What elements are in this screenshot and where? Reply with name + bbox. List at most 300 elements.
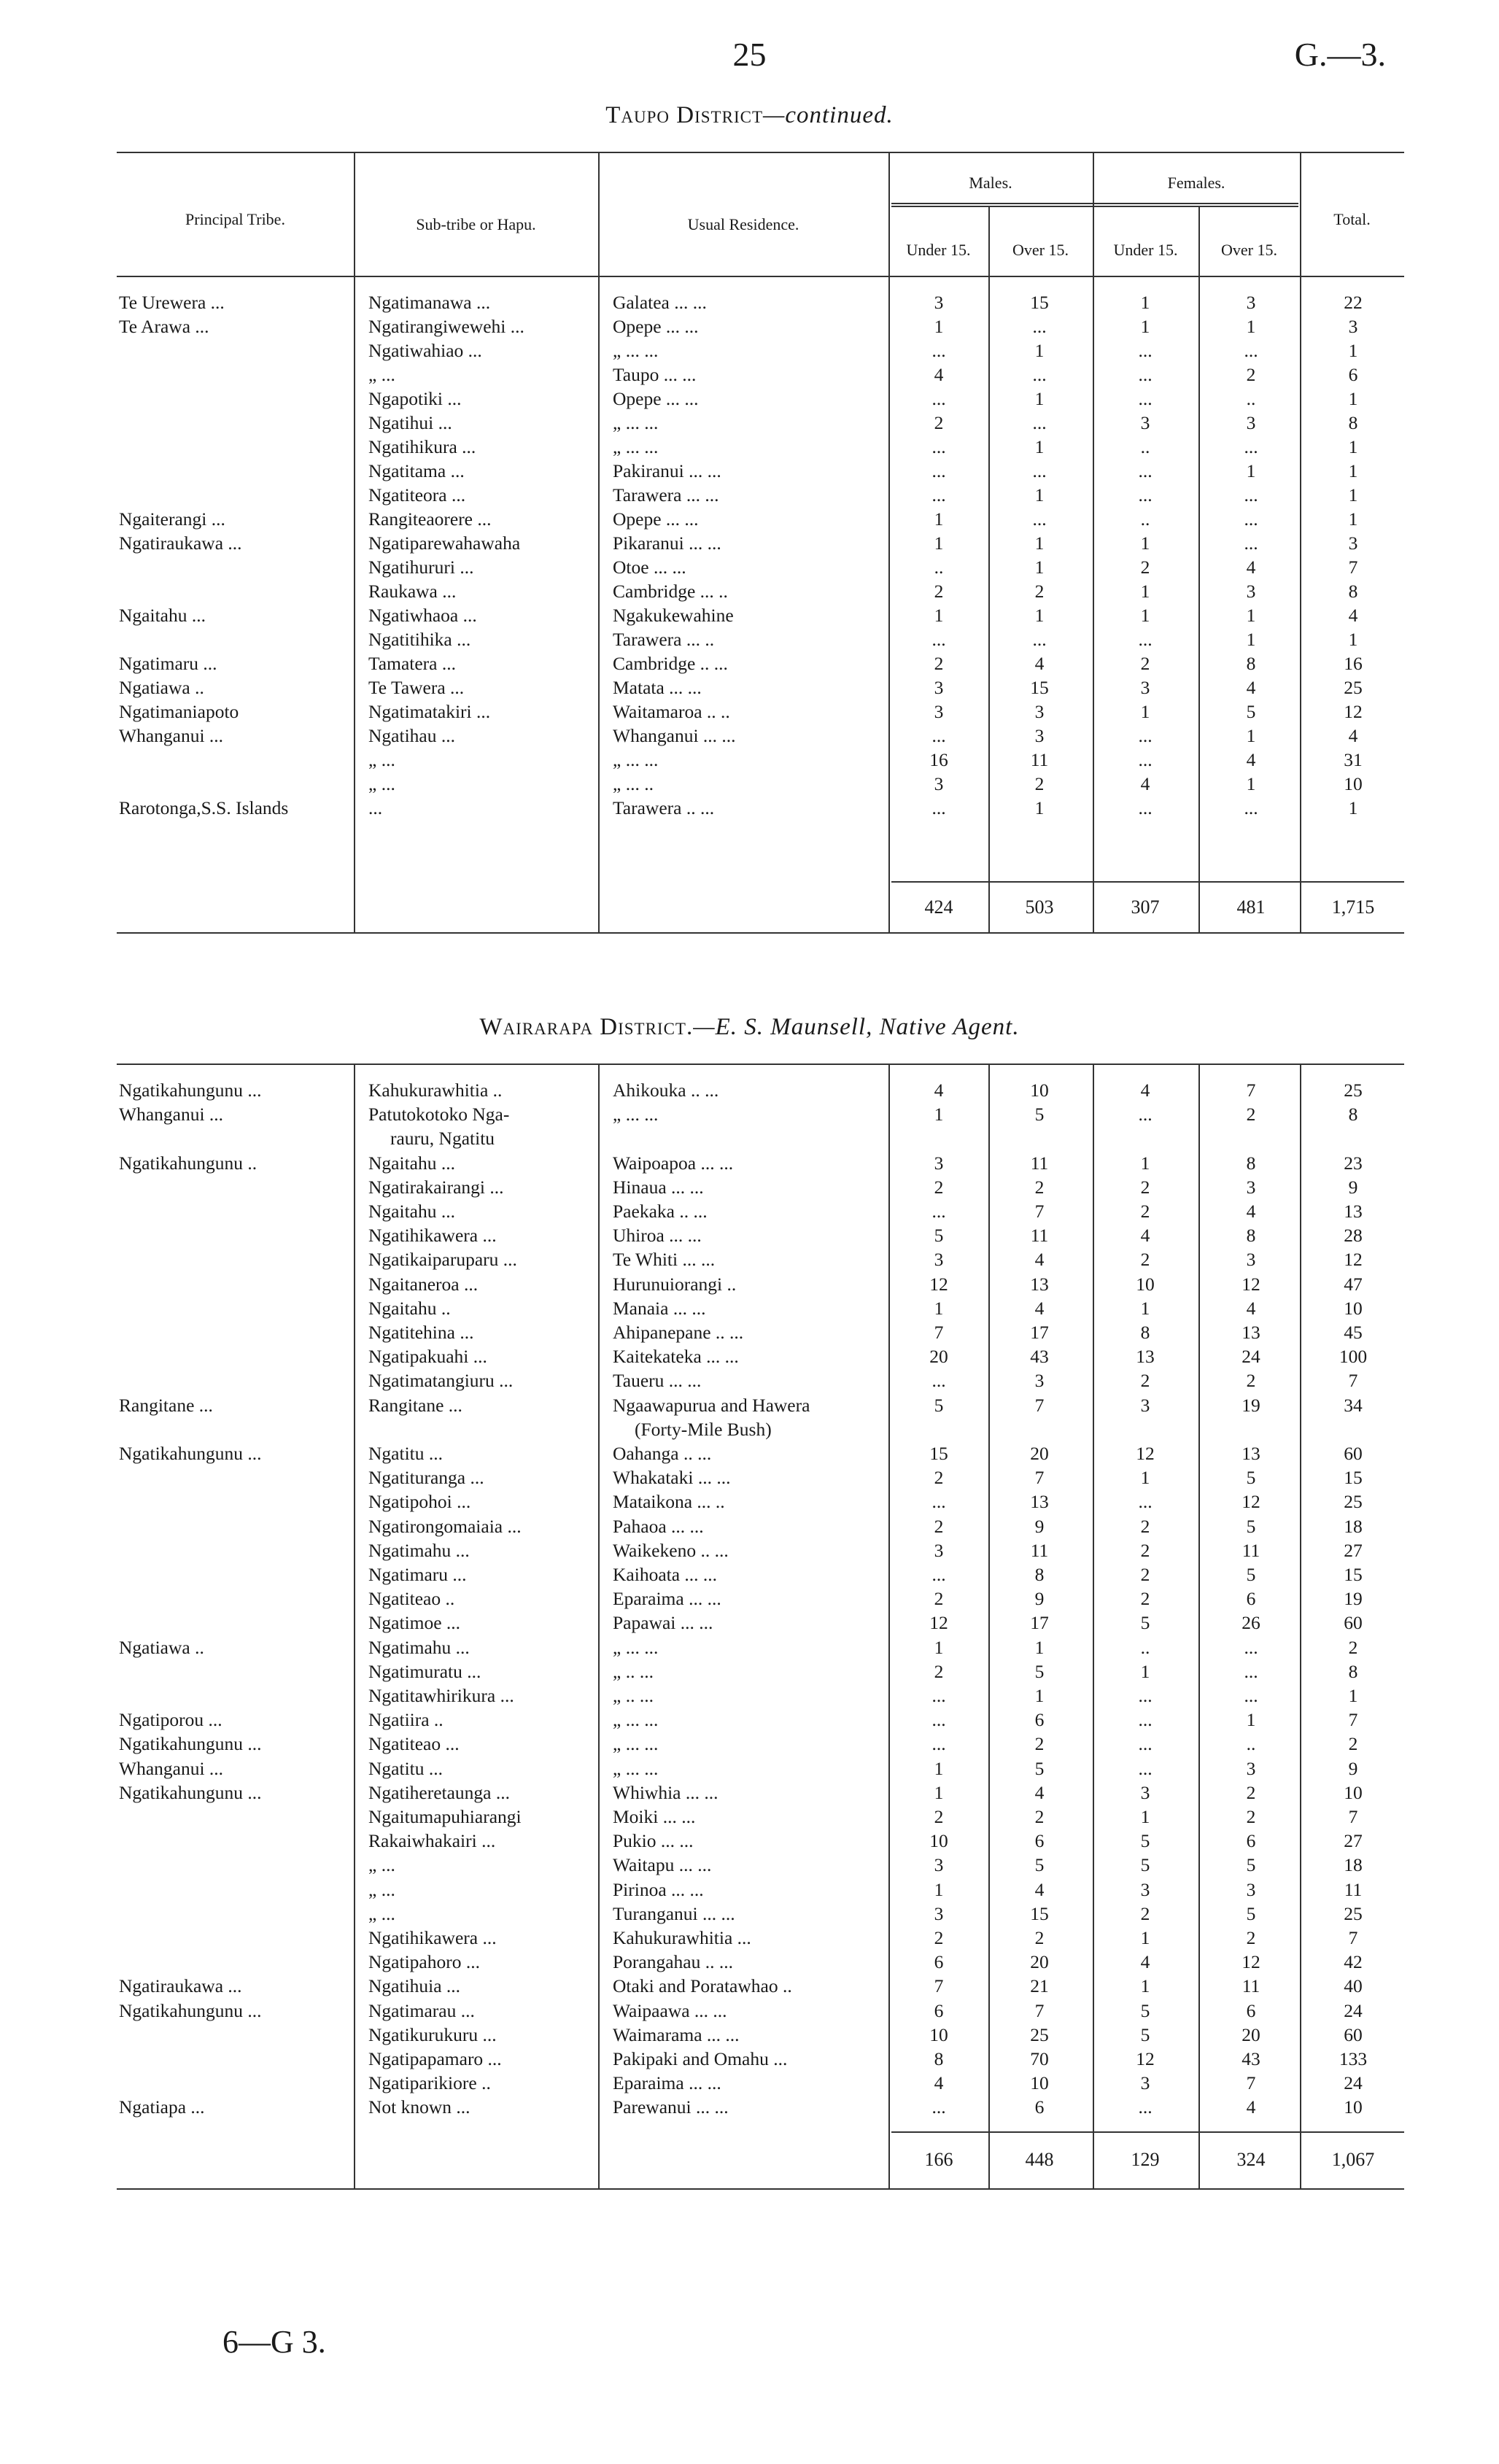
cell-total: 34: [1344, 1394, 1363, 1416]
cell-males-over15: 15: [1030, 292, 1049, 313]
wairarapa-table-row: [0, 1878, 1499, 1902]
cell-males-over15: 20: [1030, 1443, 1049, 1464]
cell-sub-tribe: Ngatihikawera ...: [368, 1927, 497, 1948]
cell-males-over15: 9: [1034, 1588, 1045, 1610]
cell-males-over15: 4: [1034, 1249, 1045, 1271]
cell-sub-tribe: Ngatitu ...: [368, 1443, 443, 1464]
cell-residence: Opepe ... ...: [613, 508, 699, 530]
cell-sub-tribe: „ ...: [368, 749, 395, 770]
cell-females-over15: ...: [1244, 1685, 1258, 1706]
wairarapa-total-females-over15: 324: [1236, 2149, 1266, 2170]
cell-females-over15: 12: [1242, 1951, 1260, 1973]
taupo-table-row: [0, 724, 1499, 748]
cell-males-under15: 2: [934, 1176, 944, 1198]
cell-sub-tribe: Ngatiparikiore ..: [368, 2072, 491, 2094]
cell-sub-tribe: Ngatiwhaoa ...: [368, 605, 477, 626]
cell-residence: Ngaawapurua and Hawera: [613, 1394, 810, 1416]
cell-females-over15: 4: [1246, 2096, 1256, 2118]
cell-males-over15: 11: [1030, 1539, 1049, 1561]
cell-total: 40: [1344, 1975, 1363, 1997]
cell-residence: Kahukurawhitia ...: [613, 1927, 751, 1948]
cell-residence: Pukio ... ...: [613, 1830, 694, 1852]
cell-females-over15: 4: [1246, 1297, 1256, 1319]
cell-residence: Whakataki ... ...: [613, 1467, 731, 1489]
cell-total: 7: [1348, 557, 1358, 578]
cell-sub-tribe: Te Tawera ...: [368, 677, 465, 698]
taupo-table-row: [0, 507, 1499, 531]
cell-females-over15: 3: [1246, 292, 1256, 313]
cell-sub-tribe: Ngatirongomaiaia ...: [368, 1515, 522, 1537]
cell-females-under15: 2: [1140, 653, 1150, 674]
cell-sub-tribe: Rangitane ...: [368, 1394, 462, 1416]
cell-tribe: Whanganui ...: [119, 725, 224, 746]
cell-females-over15: 5: [1246, 1564, 1256, 1585]
cell-females-over15: 5: [1246, 1902, 1256, 1924]
cell-females-under15: 3: [1140, 677, 1150, 698]
taupo-total-males-under15: 424: [924, 896, 953, 918]
cell-males-over15: 5: [1034, 1757, 1045, 1779]
taupo-table-row: [0, 748, 1499, 772]
cell-total: 25: [1344, 1491, 1363, 1513]
cell-tribe: Ngatikahungunu ...: [119, 1781, 262, 1803]
cell-total: 4: [1348, 725, 1358, 746]
cell-females-under15: ..: [1140, 508, 1150, 530]
cell-males-under15: 2: [934, 1515, 944, 1537]
cell-females-over15: 3: [1246, 412, 1256, 433]
cell-residence: Otaki and Poratawhao ..: [613, 1975, 792, 1997]
cell-sub-tribe: Ngatimuratu ...: [368, 1660, 481, 1682]
cell-total: 11: [1344, 1878, 1363, 1900]
cell-sub-tribe: Ngatimaru ...: [368, 1564, 467, 1585]
taupo-table-row: [0, 459, 1499, 483]
cell-males-under15: 3: [934, 1902, 944, 1924]
cell-females-under15: 1: [1140, 1467, 1150, 1489]
taupo-table-row: [0, 579, 1499, 603]
cell-males-under15: ...: [931, 1491, 946, 1513]
cell-sub-tribe: Ngatimanawa ...: [368, 292, 491, 313]
cell-total: 25: [1344, 1902, 1363, 1924]
cell-males-under15: ...: [931, 797, 946, 818]
cell-females-under15: 4: [1140, 1225, 1150, 1247]
cell-males-over15: 2: [1034, 1733, 1045, 1755]
cell-tribe: Ngatikahungunu ...: [119, 1999, 262, 2021]
cell-residence: Cambridge ... ..: [613, 581, 728, 602]
cell-tribe: Whanganui ...: [119, 1104, 224, 1126]
cell-females-over15: ...: [1244, 484, 1258, 505]
cell-total: 10: [1344, 2096, 1363, 2118]
cell-females-under15: 2: [1140, 1515, 1150, 1537]
cell-tribe: Ngaitahu ...: [119, 605, 206, 626]
cell-sub-tribe: Ngatirakairangi ...: [368, 1176, 504, 1198]
cell-sub-tribe: Ngatirangiwewehi ...: [368, 316, 524, 337]
cell-total: 1: [1348, 797, 1358, 818]
cell-residence: „ ... ...: [613, 1757, 659, 1779]
cell-sub-tribe: Ngapotiki ...: [368, 388, 462, 409]
header-females-over15: Over 15.: [1221, 241, 1277, 259]
cell-females-over15: 43: [1242, 2048, 1260, 2069]
cell-females-under15: ...: [1138, 1757, 1153, 1779]
cell-sub-tribe: Ngatimatakiri ...: [368, 701, 491, 722]
cell-residence: „ ... ...: [613, 1709, 659, 1731]
cell-males-over15: 10: [1030, 1080, 1049, 1101]
cell-total: 60: [1344, 2023, 1363, 2045]
cell-males-over15: 10: [1030, 2072, 1049, 2094]
cell-total: 60: [1344, 1443, 1363, 1464]
cell-tribe: Ngatiporou ...: [119, 1709, 222, 1731]
cell-males-under15: 1: [934, 1297, 944, 1319]
cell-males-under15: 4: [934, 1080, 944, 1101]
cell-males-over15: 4: [1034, 653, 1045, 674]
header-males-over15: Over 15.: [1012, 241, 1069, 259]
cell-residence: Tarawera ... ..: [613, 629, 715, 650]
taupo-grand-total: 1,715: [1331, 896, 1375, 918]
cell-total: 10: [1344, 773, 1363, 794]
cell-females-under15: 5: [1140, 1999, 1150, 2021]
cell-males-over15: 13: [1030, 1273, 1049, 1295]
cell-tribe: Ngatiraukawa ...: [119, 532, 242, 554]
cell-females-over15: 19: [1242, 1394, 1260, 1416]
cell-residence: Ngakukewahine: [613, 605, 734, 626]
cell-males-over15: 11: [1030, 749, 1049, 770]
cell-females-under15: ...: [1138, 388, 1153, 409]
cell-females-over15: 1: [1246, 1709, 1256, 1731]
cell-sub-tribe: Rangiteaorere ...: [368, 508, 492, 530]
wairarapa-table-row: [0, 1247, 1499, 1271]
cell-females-over15: 3: [1246, 1757, 1256, 1779]
cell-males-over15: 2: [1034, 581, 1045, 602]
cell-total: 3: [1348, 316, 1358, 337]
taupo-total-males-over15: 503: [1025, 896, 1054, 918]
cell-males-under15: ...: [931, 460, 946, 481]
wairarapa-section-title: [0, 1014, 1499, 1041]
cell-males-under15: 2: [934, 1467, 944, 1489]
cell-total: 27: [1344, 1830, 1363, 1852]
cell-residence: Waitamaroa .. ..: [613, 701, 730, 722]
cell-sub-tribe: Ngatiteao ...: [368, 1733, 460, 1755]
cell-tribe: Ngatiawa ..: [119, 1636, 204, 1658]
wairarapa-total-males-under15: 166: [924, 2149, 953, 2170]
cell-total: 8: [1348, 1660, 1358, 1682]
wairarapa-total-females-under15: 129: [1131, 2149, 1160, 2170]
cell-females-over15: ...: [1244, 797, 1258, 818]
cell-total: 15: [1344, 1564, 1363, 1585]
cell-sub-tribe: Ngatikurukuru ...: [368, 2023, 497, 2045]
wairarapa-table-row: [0, 1393, 1499, 1440]
cell-males-over15: 7: [1034, 1201, 1045, 1222]
wairarapa-table-row: [0, 1611, 1499, 1635]
cell-residence: Pakipaki and Omahu ...: [613, 2048, 788, 2069]
cell-sub-tribe: Ngatipohoi ...: [368, 1491, 471, 1513]
cell-males-over15: 4: [1034, 1878, 1045, 1900]
cell-males-over15: 17: [1030, 1322, 1049, 1343]
wairarapa-table-row: [0, 1708, 1499, 1732]
cell-females-over15: 2: [1246, 1104, 1256, 1126]
cell-residence: Pirinoa ... ...: [613, 1878, 704, 1900]
taupo-title-main: Taupo District: [605, 102, 764, 128]
cell-sub-tribe: Not known ...: [368, 2096, 470, 2118]
cell-females-over15: 3: [1246, 1176, 1256, 1198]
cell-sub-tribe-continued: rauru, Ngatitu: [390, 1128, 495, 1150]
cell-females-under15: ...: [1138, 1491, 1153, 1513]
cell-females-under15: 1: [1140, 292, 1150, 313]
taupo-table-row: [0, 675, 1499, 700]
wairarapa-table-row: [0, 1175, 1499, 1199]
taupo-table-row: [0, 290, 1499, 314]
cell-females-over15: ...: [1244, 532, 1258, 554]
cell-females-under15: 8: [1140, 1322, 1150, 1343]
cell-females-under15: 2: [1140, 1564, 1150, 1585]
cell-residence: Pakiranui ... ...: [613, 460, 721, 481]
cell-males-over15: 20: [1030, 1951, 1049, 1973]
wairarapa-table-row: [0, 1151, 1499, 1175]
taupo-title-suffix: —continued.: [763, 102, 894, 128]
cell-females-over15: ...: [1244, 436, 1258, 457]
cell-females-under15: ...: [1138, 1104, 1153, 1126]
cell-males-under15: 1: [934, 508, 944, 530]
cell-total: 60: [1344, 1612, 1363, 1634]
cell-tribe: Ngatiawa ..: [119, 677, 204, 698]
cell-males-over15: 2: [1034, 1176, 1045, 1198]
header-females-under15: Under 15.: [1113, 241, 1178, 259]
cell-residence: Te Whiti ... ...: [613, 1249, 716, 1271]
cell-females-over15: 7: [1246, 1080, 1256, 1101]
cell-males-over15: 4: [1034, 1781, 1045, 1803]
cell-males-under15: 1: [934, 1636, 944, 1658]
cell-females-under15: 2: [1140, 1176, 1150, 1198]
cell-residence: „ .. ...: [613, 1660, 654, 1682]
cell-total: 27: [1344, 1539, 1363, 1561]
wairarapa-table-row: [0, 1538, 1499, 1562]
cell-females-over15: 4: [1246, 677, 1256, 698]
cell-males-over15: ...: [1032, 629, 1047, 650]
cell-males-over15: 6: [1034, 2096, 1045, 2118]
cell-females-under15: 1: [1140, 1152, 1150, 1174]
cell-females-under15: ...: [1138, 797, 1153, 818]
cell-total: 1: [1348, 629, 1358, 650]
cell-residence: Cambridge .. ...: [613, 653, 728, 674]
cell-females-over15: 1: [1246, 725, 1256, 746]
cell-residence: Galatea ... ...: [613, 292, 707, 313]
cell-tribe: Ngatikahungunu ...: [119, 1443, 262, 1464]
cell-females-under15: ..: [1140, 1636, 1150, 1658]
cell-males-under15: 20: [929, 1346, 948, 1368]
cell-total: 7: [1348, 1806, 1358, 1827]
cell-males-over15: 15: [1030, 1902, 1049, 1924]
cell-sub-tribe: Tamatera ...: [368, 653, 456, 674]
cell-females-over15: 1: [1246, 629, 1256, 650]
cell-males-over15: 25: [1030, 2023, 1049, 2045]
wairarapa-table-row: [0, 1950, 1499, 1974]
cell-males-under15: 1: [934, 532, 944, 554]
cell-females-over15: 3: [1246, 1249, 1256, 1271]
cell-females-under15: 1: [1140, 701, 1150, 722]
cell-tribe: Ngatiapa ...: [119, 2096, 205, 2118]
cell-males-over15: 1: [1034, 388, 1045, 409]
wairarapa-table-row: [0, 1829, 1499, 1853]
cell-residence: Papawai ... ...: [613, 1612, 713, 1634]
wairarapa-table-row: [0, 1587, 1499, 1611]
cell-females-over15: 8: [1246, 653, 1256, 674]
cell-males-over15: 1: [1034, 557, 1045, 578]
taupo-table-row: [0, 435, 1499, 459]
cell-total: 24: [1344, 1999, 1363, 2021]
cell-residence: Oahanga .. ...: [613, 1443, 712, 1464]
cell-males-over15: 15: [1030, 677, 1049, 698]
wairarapa-table-row: [0, 1926, 1499, 1950]
header-females: Females.: [1167, 174, 1225, 192]
cell-females-under15: 1: [1140, 1927, 1150, 1948]
cell-total: 2: [1348, 1733, 1358, 1755]
wairarapa-title-suffix: —E. S. Maunsell, Native Agent.: [693, 1014, 1020, 1040]
cell-residence: Taueru ... ...: [613, 1370, 702, 1392]
cell-females-over15: 7: [1246, 2072, 1256, 2094]
cell-females-under15: 1: [1140, 532, 1150, 554]
cell-residence: Tarawera .. ...: [613, 797, 715, 818]
cell-males-over15: 11: [1030, 1152, 1049, 1174]
cell-sub-tribe: Ngatihururi ...: [368, 557, 474, 578]
cell-residence: „ ... ...: [613, 1733, 659, 1755]
cell-females-over15: 8: [1246, 1225, 1256, 1247]
cell-sub-tribe: „ ...: [368, 1902, 395, 1924]
cell-females-under15: ...: [1138, 484, 1153, 505]
cell-males-over15: 5: [1034, 1660, 1045, 1682]
cell-females-over15: 13: [1242, 1443, 1260, 1464]
cell-sub-tribe: Ngatiheretaunga ...: [368, 1781, 511, 1803]
cell-residence: „ ... ...: [613, 340, 659, 361]
cell-females-under15: 1: [1140, 1806, 1150, 1827]
cell-sub-tribe: Kahukurawhitia ..: [368, 1080, 503, 1101]
cell-males-over15: 8: [1034, 1564, 1045, 1585]
cell-females-under15: ...: [1138, 1733, 1153, 1755]
cell-males-under15: ...: [931, 2096, 946, 2118]
cell-tribe: Te Arawa ...: [119, 316, 209, 337]
cell-total: 25: [1344, 1080, 1363, 1101]
cell-total: 10: [1344, 1297, 1363, 1319]
cell-sub-tribe: Ngatitihika ...: [368, 629, 471, 650]
cell-residence: Hinaua ... ...: [613, 1176, 704, 1198]
cell-residence: Ahipanepane .. ...: [613, 1322, 744, 1343]
cell-females-under15: ...: [1138, 2096, 1153, 2118]
cell-males-over15: 7: [1034, 1467, 1045, 1489]
cell-residence: „ ... ...: [613, 412, 659, 433]
wairarapa-table-row: [0, 1756, 1499, 1781]
cell-females-over15: 1: [1246, 460, 1256, 481]
cell-males-under15: 4: [934, 2072, 944, 2094]
header-males-under15: Under 15.: [906, 241, 971, 259]
cell-females-under15: ..: [1140, 436, 1150, 457]
cell-tribe: Ngatimaru ...: [119, 653, 217, 674]
cell-residence: Whiwhia ... ...: [613, 1781, 718, 1803]
cell-males-under15: 12: [929, 1273, 948, 1295]
cell-males-under15: 2: [934, 1806, 944, 1827]
cell-total: 12: [1344, 701, 1363, 722]
cell-males-over15: 1: [1034, 797, 1045, 818]
cell-females-under15: 4: [1140, 1080, 1150, 1101]
cell-sub-tribe: Ngatitu ...: [368, 1757, 443, 1779]
cell-residence: „ .. ...: [613, 1685, 654, 1706]
cell-residence: Uhiroa ... ...: [613, 1225, 702, 1247]
cell-residence: Tarawera ... ...: [613, 484, 719, 505]
wairarapa-grand-total: 1,067: [1331, 2149, 1375, 2170]
cell-females-over15: 5: [1246, 1515, 1256, 1537]
cell-males-over15: 7: [1034, 1394, 1045, 1416]
cell-females-over15: 11: [1242, 1539, 1260, 1561]
cell-sub-tribe: Ngatitawhirikura ...: [368, 1685, 514, 1706]
cell-females-under15: 2: [1140, 1370, 1150, 1392]
taupo-table-row: [0, 483, 1499, 507]
cell-males-under15: 3: [934, 773, 944, 794]
cell-males-over15: 1: [1034, 532, 1045, 554]
cell-females-under15: ...: [1138, 749, 1153, 770]
cell-sub-tribe: Ngatihui ...: [368, 412, 452, 433]
cell-tribe: Ngatikahungunu ...: [119, 1733, 262, 1755]
cell-males-under15: 3: [934, 1854, 944, 1876]
cell-males-over15: 1: [1034, 484, 1045, 505]
cell-males-under15: 5: [934, 1225, 944, 1247]
cell-males-under15: ...: [931, 436, 946, 457]
wairarapa-table-row: [0, 1078, 1499, 1102]
cell-females-over15: 3: [1246, 581, 1256, 602]
wairarapa-totals-row: [0, 2147, 1499, 2172]
cell-females-under15: 5: [1140, 1612, 1150, 1634]
cell-males-over15: 2: [1034, 1806, 1045, 1827]
cell-males-under15: 2: [934, 581, 944, 602]
cell-females-over15: ...: [1244, 1660, 1258, 1682]
cell-females-over15: 20: [1242, 2023, 1260, 2045]
taupo-table-row: [0, 411, 1499, 435]
cell-residence: Waipoapoa ... ...: [613, 1152, 734, 1174]
cell-total: 45: [1344, 1322, 1363, 1343]
cell-females-under15: 2: [1140, 1588, 1150, 1610]
cell-residence: Paekaka .. ...: [613, 1201, 708, 1222]
cell-males-under15: 3: [934, 701, 944, 722]
cell-males-under15: ...: [931, 629, 946, 650]
cell-males-under15: 2: [934, 412, 944, 433]
cell-females-under15: 4: [1140, 773, 1150, 794]
cell-females-over15: 6: [1246, 1999, 1256, 2021]
taupo-table-row: [0, 772, 1499, 796]
taupo-table-row: [0, 363, 1499, 387]
taupo-table-row: [0, 387, 1499, 411]
cell-males-under15: ...: [931, 1685, 946, 1706]
cell-sub-tribe: Ngatihuia ...: [368, 1975, 461, 1997]
cell-total: 1: [1348, 1685, 1358, 1706]
cell-tribe: Rarotonga,S.S. Islands: [119, 797, 289, 818]
cell-females-over15: 5: [1246, 701, 1256, 722]
cell-sub-tribe: Ngatihikawera ...: [368, 1225, 497, 1247]
taupo-section-title: [0, 102, 1499, 129]
cell-males-under15: ...: [931, 1564, 946, 1585]
wairarapa-table-row: [0, 1368, 1499, 1392]
cell-males-over15: 11: [1030, 1225, 1049, 1247]
cell-total: 1: [1348, 436, 1358, 457]
wairarapa-table-row: [0, 1199, 1499, 1223]
cell-males-over15: 1: [1034, 1685, 1045, 1706]
cell-residence: Waikekeno .. ...: [613, 1539, 729, 1561]
cell-males-under15: 7: [934, 1322, 944, 1343]
cell-sub-tribe: ...: [368, 797, 383, 818]
cell-sub-tribe: Raukawa ...: [368, 581, 457, 602]
cell-total: 42: [1344, 1951, 1363, 1973]
cell-females-over15: 3: [1246, 1878, 1256, 1900]
cell-females-under15: ...: [1138, 1685, 1153, 1706]
cell-males-over15: 3: [1034, 725, 1045, 746]
cell-females-over15: 6: [1246, 1588, 1256, 1610]
wairarapa-table-row: [0, 2071, 1499, 2095]
cell-males-under15: ..: [934, 557, 944, 578]
cell-males-over15: 1: [1034, 1636, 1045, 1658]
cell-males-under15: 2: [934, 653, 944, 674]
